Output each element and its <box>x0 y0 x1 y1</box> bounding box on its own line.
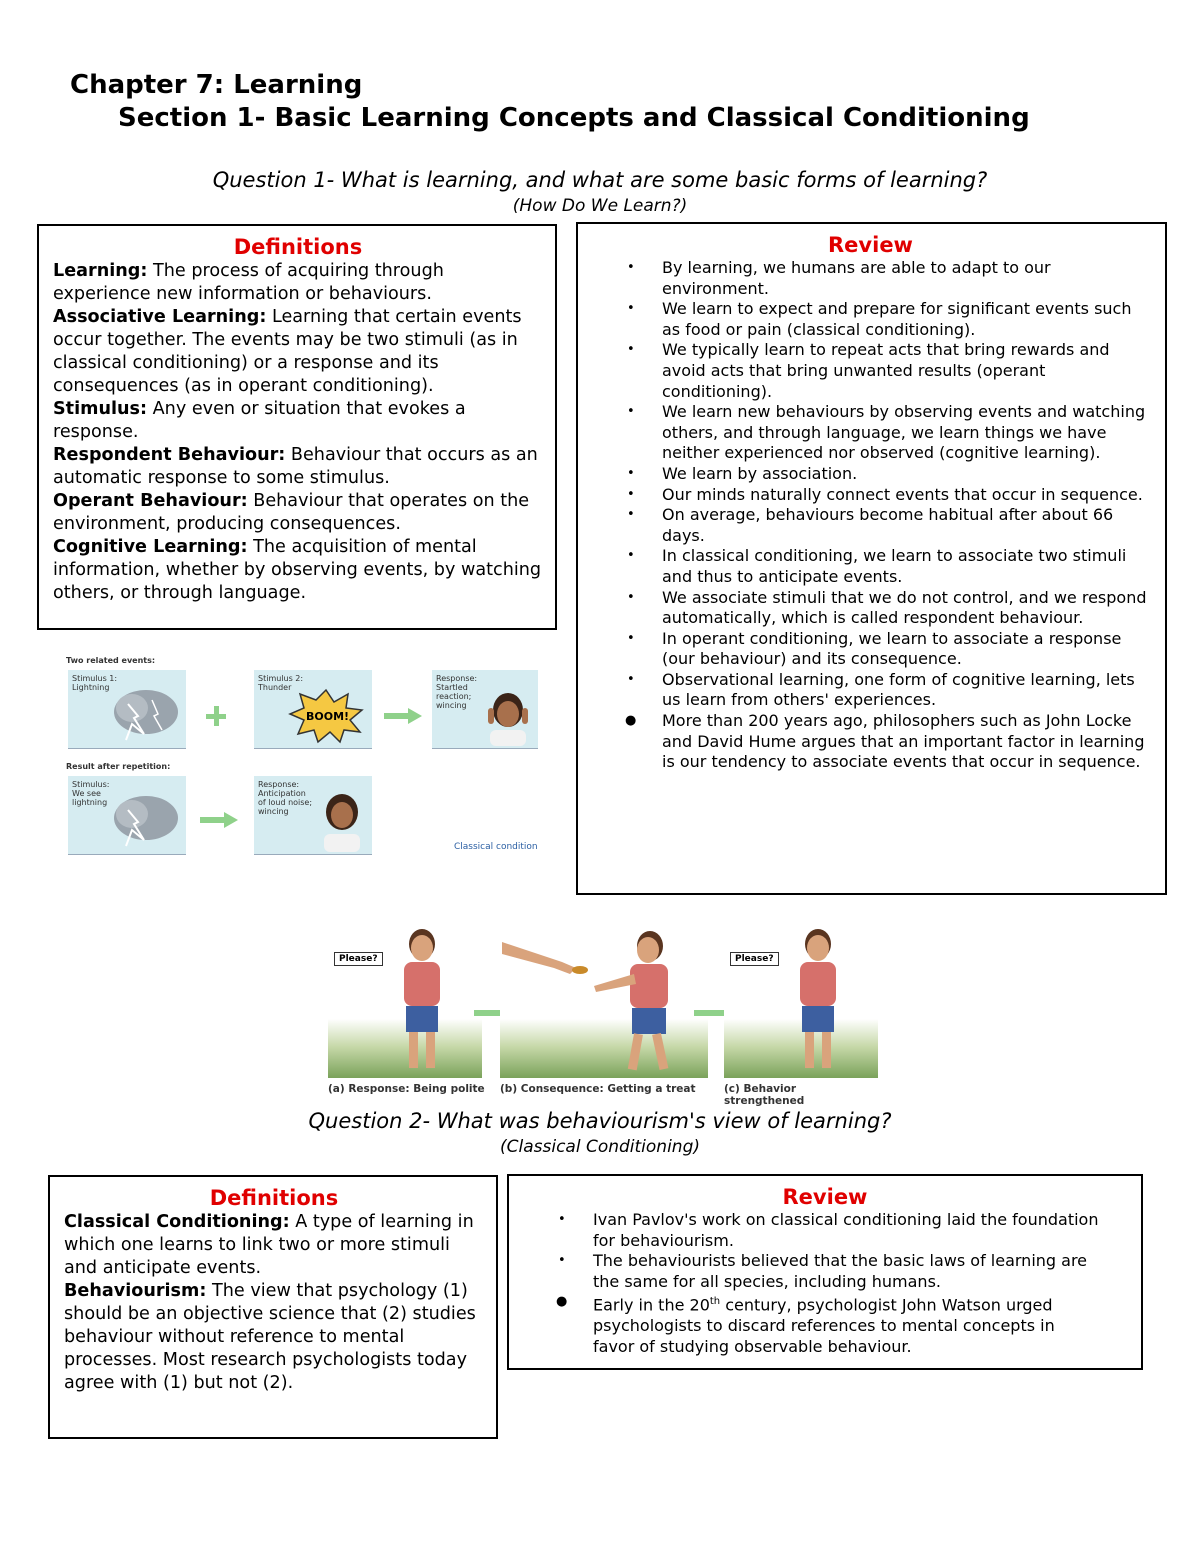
cloud-lightning-icon <box>108 790 184 850</box>
review-item: • In operant conditioning, we learn to associate a response (our behaviour) and its consequence. <box>662 629 1153 670</box>
boom-text: BOOM! <box>306 710 350 723</box>
speech-bubble: Please? <box>334 952 383 966</box>
def-classical-conditioning: A type of learning in which one learns to link two or more stimuli and anticipate events. <box>64 1212 474 1278</box>
operant-conditioning-figure <box>328 922 878 1107</box>
caption-b: (b) Consequence: Getting a treat <box>500 1083 696 1095</box>
figure-top-label: Two related events: <box>66 656 156 665</box>
panel-lightning <box>68 670 186 749</box>
review-item-text: century, psychologist John Watson urged psychologists to discard references to mental concepts in favor of studying observable behaviour. <box>593 1295 1055 1356</box>
caption-a: (a) Response: Being polite <box>328 1083 485 1095</box>
review-item: • The behaviourists believed that the basic laws of learning are the same for all species, including humans. <box>593 1251 1101 1292</box>
review-item-text: Early in the 20 <box>593 1295 710 1315</box>
speech-bubble: Please? <box>730 952 779 966</box>
stimulus-3-label: Stimulus: We see lightning <box>72 780 110 807</box>
term-behaviourism: Behaviourism: <box>64 1281 207 1301</box>
definitions-list <box>53 260 543 605</box>
boy-figure-icon <box>778 926 858 1076</box>
classical-conditioning-figure <box>66 652 542 857</box>
frame-getting-treat <box>500 922 708 1078</box>
arrow-icon <box>384 706 422 726</box>
review-item: • On average, behaviours become habitual after about 66 days. <box>662 505 1153 546</box>
review-box-1 <box>576 222 1167 895</box>
stimulus-1-label: Stimulus 1: Lightning <box>72 674 118 692</box>
figure-1-caption: Classical condition <box>454 842 538 852</box>
definitions-title: Definitions <box>233 235 363 259</box>
anticipating-face-icon <box>316 790 368 852</box>
review-item: • Ivan Pavlov's work on classical conditioning laid the foundation for behaviourism. <box>593 1210 1101 1251</box>
adult-hand-icon <box>502 936 592 976</box>
def-stimulus: Any even or situation that evokes a response. <box>53 399 466 442</box>
wincing-face-icon <box>482 688 534 746</box>
term-operant-behaviour: Operant Behaviour: <box>53 491 248 511</box>
review-item: • Our minds naturally connect events that occur in sequence. <box>662 485 1153 506</box>
panel-thunder <box>254 670 372 749</box>
stimulus-2-label: Stimulus 2: Thunder <box>258 674 304 692</box>
review-item: • By learning, we humans are able to adapt to our environment. <box>662 258 1153 299</box>
def-associative-learning: Learning that certain events occur together. The events may be two stimuli (as in classical conditioning) or a response and its consequences (as in operant conditioning). <box>53 307 522 396</box>
review-list <box>509 1210 1101 1357</box>
definitions-box-2 <box>48 1175 498 1439</box>
boy-figure-icon <box>382 926 462 1076</box>
question-2-subtitle: (Classical Conditioning) <box>499 1137 700 1157</box>
review-item: • We associate stimuli that we do not control, and we respond automatically, which is called respondent behaviour. <box>662 588 1153 629</box>
def-cognitive-learning: The acquisition of mental information, whether by observing events, by watching others, or through language. <box>53 537 542 603</box>
question-1: Question 1- What is learning, and what are some basic forms of learning? <box>212 168 988 192</box>
panel-lightning-2 <box>68 776 186 855</box>
question-2: Question 2- What was behaviourism's view of learning? <box>308 1109 892 1133</box>
term-respondent-behaviour: Respondent Behaviour: <box>53 445 286 465</box>
review-item: • We learn by association. <box>662 464 1153 485</box>
review-list <box>578 258 1153 773</box>
chapter-title: Chapter 7: Learning <box>70 70 363 100</box>
panel-response-1 <box>432 670 538 749</box>
definitions-title: Definitions <box>209 1186 339 1210</box>
term-stimulus: Stimulus: <box>53 399 148 419</box>
def-operant-behaviour: Behaviour that operates on the environment, producing consequences. <box>53 491 530 534</box>
term-associative-learning: Associative Learning: <box>53 307 267 327</box>
term-classical-conditioning: Classical Conditioning: <box>64 1212 290 1232</box>
def-behaviourism: The view that psychology (1) should be an objective science that (2) studies behaviour without reference to mental processes. Most research psychologists today agree with (1) but not (2). <box>64 1281 476 1393</box>
review-item: • We learn new behaviours by observing events and watching others, and through language, we learn things we have neither experienced nor observed (cognitive learning). <box>662 402 1153 464</box>
review-box-2 <box>507 1174 1143 1370</box>
term-learning: Learning: <box>53 261 148 281</box>
response-2-label: Response: Anticipation of loud noise; wincing <box>258 780 313 816</box>
frame-behavior-strengthened <box>724 922 878 1078</box>
figure-bottom-label: Result after repetition: <box>66 762 171 771</box>
def-respondent-behaviour: Behaviour that occurs as an automatic response to some stimulus. <box>53 445 538 488</box>
caption-c: (c) Behavior strengthened <box>724 1083 805 1107</box>
boy-reaching-icon <box>590 928 700 1078</box>
definitions-box-1 <box>37 224 557 630</box>
review-item: • Observational learning, one form of cognitive learning, lets us learn from others' experiences. <box>662 670 1153 711</box>
plus-icon <box>204 704 228 728</box>
review-item: • We learn to expect and prepare for significant events such as food or pain (classical conditioning). <box>662 299 1153 340</box>
arrow-icon <box>200 810 238 830</box>
response-1-label: Response: Startled reaction; wincing <box>436 674 478 710</box>
definitions-list <box>64 1211 484 1395</box>
superscript: th <box>709 1296 721 1308</box>
review-item <box>593 1292 1101 1357</box>
review-title: Review <box>828 233 913 257</box>
review-title: Review <box>782 1185 868 1209</box>
def-learning: The process of acquiring through experience new information or behaviours. <box>53 261 444 304</box>
frame-being-polite <box>328 922 482 1078</box>
term-cognitive-learning: Cognitive Learning: <box>53 537 248 557</box>
review-item: ● More than 200 years ago, philosophers such as John Locke and David Hume argues that an important factor in learning is our tendency to associate events that occur in sequence. <box>662 711 1153 773</box>
question-1-subtitle: (How Do We Learn?) <box>512 196 688 216</box>
panel-response-2 <box>254 776 372 855</box>
cloud-lightning-icon <box>108 684 184 744</box>
section-title: Section 1- Basic Learning Concepts and Classical Conditioning <box>118 103 1030 133</box>
review-item: • In classical conditioning, we learn to associate two stimuli and thus to anticipate events. <box>662 546 1153 587</box>
review-item: • We typically learn to repeat acts that bring rewards and avoid acts that bring unwanted results (operant conditioning). <box>662 340 1153 402</box>
